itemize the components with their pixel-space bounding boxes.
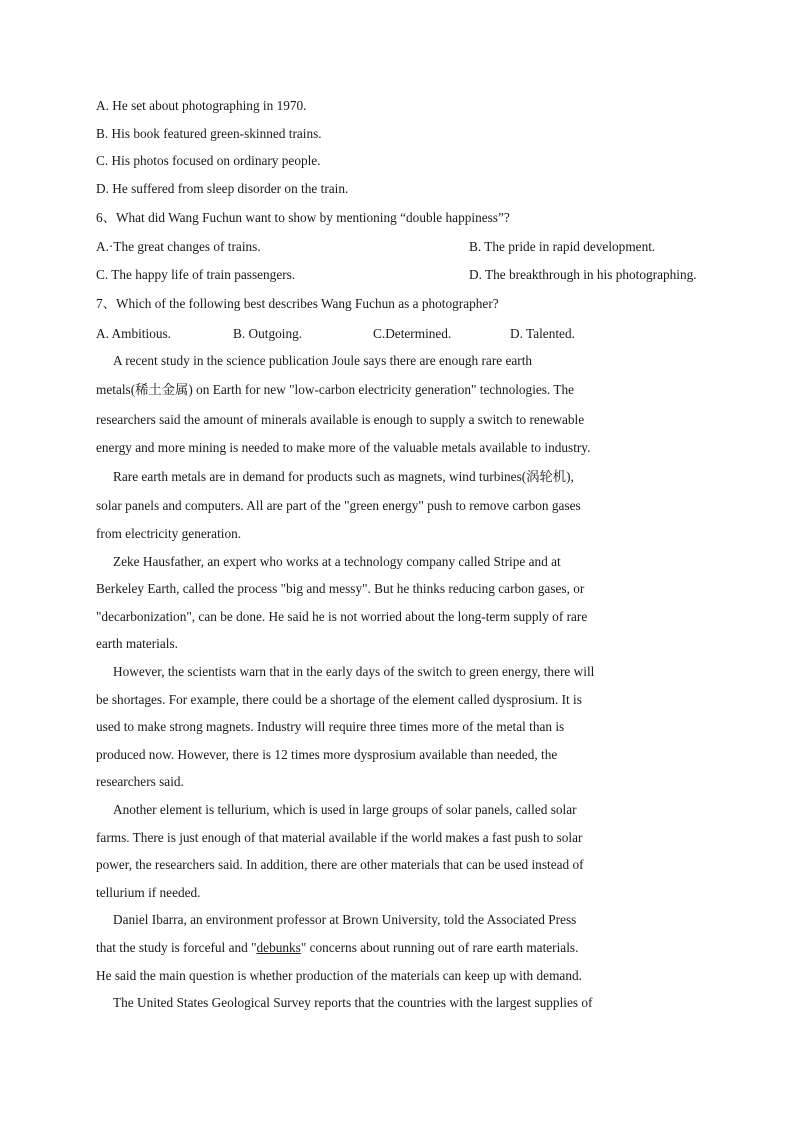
passage-p3-line: earth materials. [96,636,178,651]
q6-option-c: C. The happy life of train passengers. [96,267,296,282]
q6-row-2 [96,266,696,284]
passage-p2-line: Rare earth metals are in demand for products such as magnets, wind turbines(涡轮机), [113,469,574,484]
passage-p1-line: researchers said the amount of minerals available is enough to supply a switch to renewable [96,412,585,427]
passage-p7-line: The United States Geological Survey reports that the countries with the largest supplies of [113,995,593,1010]
passage-p1-line: A recent study in the science publication Joule says there are enough rare earth [113,353,533,368]
passage-text: " concerns about running out of rare earth materials. [300,940,579,955]
q7-option-b: B. Outgoing. [233,326,303,341]
q6-option-b: B. The pride in rapid development. [469,239,656,254]
passage-p5-line: tellurium if needed. [96,885,201,900]
q6-option-a: A.·The great changes of trains. [96,239,261,254]
q5-option-b: B. His book featured green-skinned trains. [96,126,322,141]
passage-p4-line: researchers said. [96,774,184,789]
passage-p6-line: He said the main question is whether production of the materials can keep up with demand. [96,968,582,983]
q5-option-a: A. He set about photographing in 1970. [96,98,307,113]
passage-p2-line: solar panels and computers. All are part of the "green energy" push to remove carbon gases [96,498,581,513]
passage-p4-line: However, the scientists warn that in the early days of the switch to green energy, there will [113,664,595,679]
q7-option-a: A. Ambitious. [96,326,171,341]
passage-p5-line: power, the researchers said. In addition, there are other materials that can be used instead of [96,857,584,872]
passage-p5-line: Another element is tellurium, which is used in large groups of solar panels, called solar [113,802,577,817]
passage-p3-line: Zeke Hausfather, an expert who works at a technology company called Stripe and at [113,554,561,569]
q5-option-c: C. His photos focused on ordinary people. [96,153,321,168]
q5-option-d: D. He suffered from sleep disorder on the train. [96,181,349,196]
passage-p6-line [96,939,696,957]
passage-p2-line: from electricity generation. [96,526,242,541]
q6-row-1 [96,238,696,256]
passage-p1-line: energy and more mining is needed to make more of the valuable metals available to industry. [96,440,591,455]
q7-option-d: D. Talented. [510,326,575,341]
passage-text: that the study is forceful and " [96,940,257,955]
passage-p4-line: produced now. However, there is 12 times more dysprosium available than needed, the [96,747,558,762]
q7-stem: 7、Which of the following best describes Wang Fuchun as a photographer? [96,296,499,311]
passage-p3-line: Berkeley Earth, called the process "big and messy". But he thinks reducing carbon gases, or [96,581,585,596]
passage-p4-line: used to make strong magnets. Industry will require three times more of the metal than is [96,719,565,734]
q6-option-d: D. The breakthrough in his photographing. [469,267,697,282]
passage-p5-line: farms. There is just enough of that material available if the world makes a fast push to solar [96,830,583,845]
passage-p6-line: Daniel Ibarra, an environment professor at Brown University, told the Associated Press [113,912,577,927]
passage-p4-line: be shortages. For example, there could be a shortage of the element called dysprosium. It is [96,692,582,707]
q6-stem: 6、What did Wang Fuchun want to show by mentioning “double happiness”? [96,210,510,225]
underlined-word-debunks: debunks [256,940,301,955]
passage-p1-line: metals(稀土金属) on Earth for new "low-carbon electricity generation" technologies. The [96,382,575,397]
passage-p3-line: "decarbonization", can be done. He said he is not worried about the long-term supply of rare [96,609,588,624]
q7-option-c: C.Determined. [373,326,452,341]
